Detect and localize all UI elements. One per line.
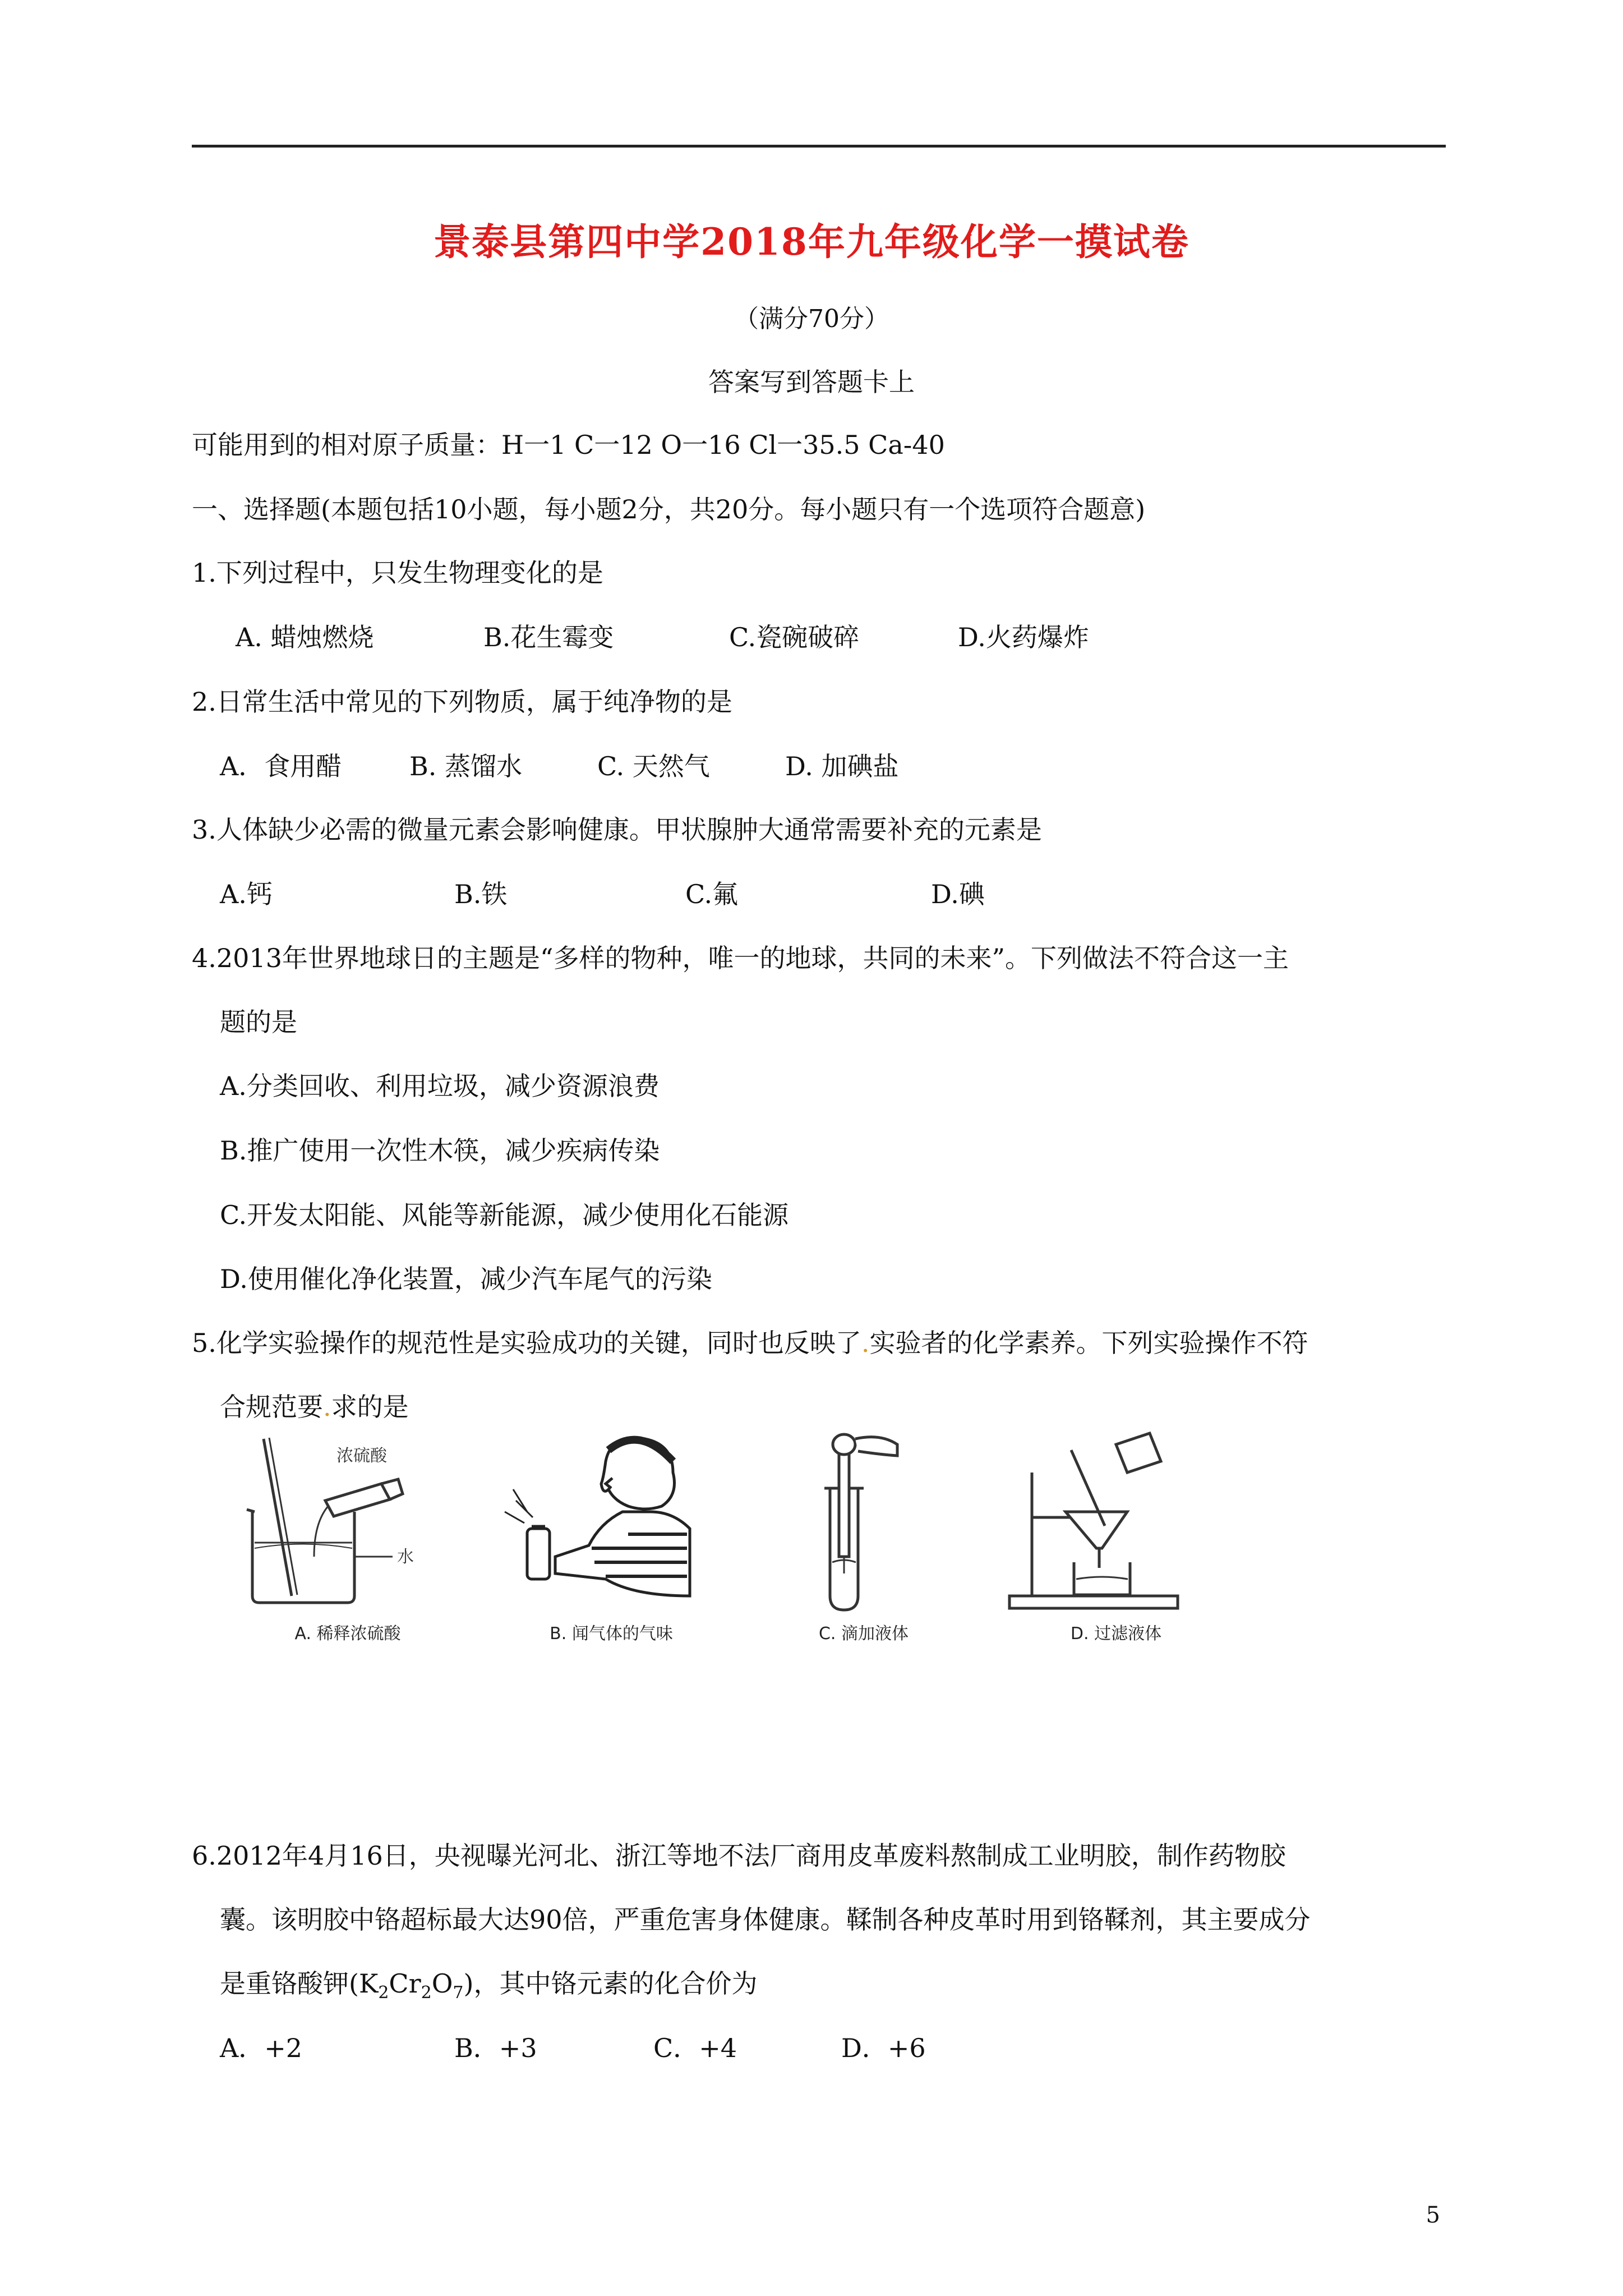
question-6-stem-line1: 6.2012年4月16日，央视曝光河北、浙江等地不法厂商用皮革废料熬制成工业明胶，制作药物胶 (192, 1841, 1286, 1871)
section-heading: 一、选择题(本题包括10小题，每小题2分，共20分。每小题只有一个选项符合题意) (192, 494, 1146, 524)
figure-a (230, 1428, 465, 1652)
question-4-stem-line1: 4.2013年世界地球日的主题是“多样的物种，唯一的地球，共同的未来”。下列做法不符合这一主 (192, 943, 1289, 973)
q6-sub-o: 7 (453, 1983, 464, 2003)
q6-option-b: B．+3 (454, 2033, 537, 2063)
question-3-stem: 3.人体缺少必需的微量元素会影响健康。甲状腺肿大通常需要补充的元素是 (192, 815, 1042, 845)
page-number: 5 (1426, 2202, 1440, 2228)
figure-d (998, 1428, 1234, 1652)
q3-option-a: A.钙 (220, 879, 273, 909)
full-score: （满分70分） (734, 305, 889, 333)
label-water: 水 (397, 1547, 414, 1567)
q1-option-a: A. 蜡烛燃烧 (236, 622, 374, 652)
question-1-stem: 1.下列过程中，只发生物理变化的是 (192, 558, 603, 588)
figure-d-caption: D. 过滤液体 (1070, 1624, 1162, 1644)
q1-option-d: D.火药爆炸 (958, 622, 1089, 652)
q6-formula-part3: O (431, 1968, 453, 1999)
q6-formula-part1: 是重铬酸钾(K (220, 1968, 379, 1999)
figure-c (746, 1428, 981, 1652)
q5-stem-part3: 合规范要 (220, 1392, 323, 1422)
answer-note: 答案写到答题卡上 (708, 367, 915, 397)
q6-sub-cr: 2 (421, 1983, 432, 2003)
q5-dot-mark: . (861, 1328, 870, 1358)
q5-stem-part4: 求的是 (331, 1392, 409, 1422)
exam-title: 景泰县第四中学2018年九年级化学一摸试卷 (434, 220, 1189, 264)
q6-formula-part4: )，其中铬元素的化合价为 (463, 1968, 758, 1999)
q5-figures (230, 1428, 1352, 1652)
question-4-stem-line2: 题的是 (220, 1007, 297, 1037)
q2-option-a: A．食用醋 (220, 751, 342, 781)
q6-option-d: D．+6 (841, 2033, 926, 2063)
header-rule (192, 145, 1446, 148)
q6-formula-part2: Cr (389, 1968, 421, 1999)
q3-option-c: C.氟 (685, 879, 739, 909)
q5-stem-part2: 实验者的化学素养。下列实验操作不符 (869, 1328, 1308, 1358)
atomic-masses: 可能用到的相对原子质量：H一1 C一12 O一16 Cl一35.5 Ca-40 (192, 430, 945, 460)
q2-option-d: D. 加碘盐 (785, 751, 899, 781)
q4-option-b: B.推广使用一次性木筷，减少疾病传染 (220, 1135, 660, 1166)
q4-option-a: A.分类回收、利用垃圾，减少资源浪费 (220, 1071, 660, 1101)
label-acid: 浓硫酸 (336, 1446, 387, 1466)
question-5-stem-line2 (220, 1387, 409, 1424)
q1-option-c: C.瓷碗破碎 (729, 622, 860, 652)
q6-sub-k: 2 (378, 1983, 389, 2003)
figure-b (494, 1428, 729, 1652)
q5-stem-part1: 5.化学实验操作的规范性是实验成功的关键，同时也反映了 (192, 1328, 861, 1358)
q3-option-b: B.铁 (454, 879, 508, 909)
test-tube-dropper-icon (746, 1428, 981, 1613)
beaker-stir-icon (230, 1428, 465, 1613)
q4-option-d: D.使用催化净化装置，减少汽车尾气的污染 (220, 1264, 712, 1294)
question-6-stem-line2: 囊。该明胶中铬超标最大达90倍，严重危害身体健康。鞣制各种皮革时用到铬鞣剂，其主要成分 (220, 1904, 1311, 1935)
q1-option-b: B.花生霉变 (483, 622, 614, 652)
question-2-stem: 2.日常生活中常见的下列物质，属于纯净物的是 (192, 687, 732, 717)
question-6-stem-line3 (220, 1963, 757, 2003)
q2-option-b: B. 蒸馏水 (409, 751, 523, 781)
figure-c-caption: C. 滴加液体 (818, 1624, 909, 1644)
q3-option-d: D.碘 (931, 879, 985, 909)
q2-option-c: C. 天然气 (597, 751, 710, 781)
figure-b-caption: B. 闻气体的气味 (550, 1624, 673, 1644)
q6-option-a: A．+2 (220, 2033, 303, 2063)
filter-funnel-icon (998, 1428, 1234, 1613)
q5-dot-mark-2: . (323, 1392, 331, 1422)
figure-a-caption: A. 稀释浓硫酸 (294, 1624, 401, 1644)
q4-option-c: C.开发太阳能、风能等新能源，减少使用化石能源 (220, 1200, 789, 1230)
question-5-stem-line1 (192, 1323, 1308, 1360)
q6-option-c: C．+4 (653, 2033, 737, 2063)
person-smelling-icon (494, 1428, 729, 1613)
